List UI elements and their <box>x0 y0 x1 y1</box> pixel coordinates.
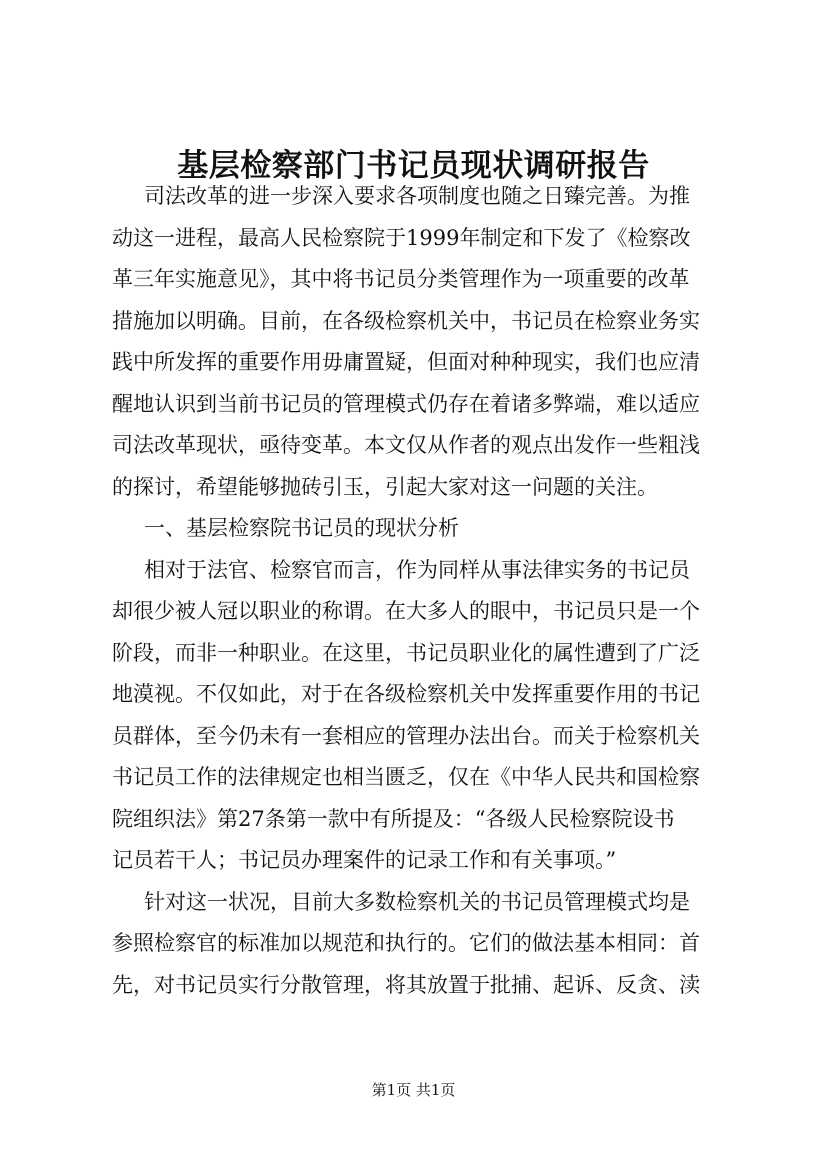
paragraph-line: 阶段，而非一种职业。在这里，书记员职业化的属性遭到了广泛 <box>112 640 700 665</box>
paragraph-line: 相对于法官、检察官而言，作为同样从事法律实务的书记员 <box>144 557 690 582</box>
paragraph-line: 书记员工作的法律规定也相当匮乏，仅在《中华人民共和国检察 <box>112 765 700 789</box>
paragraph-line: 却很少被人冠以职业的称谓。在大多人的眼中，书记员只是一个 <box>112 599 700 623</box>
paragraph-line: 员群体，至今仍未有一套相应的管理办法出台。而关于检察机关 <box>112 723 700 748</box>
paragraph-line: 醒地认识到当前书记员的管理模式仍存在着诸多弊端，难以适应 <box>112 391 700 416</box>
document-title: 基层检察部门书记员现状调研报告 <box>177 148 650 184</box>
paragraph-line: 践中所发挥的重要作用毋庸置疑，但面对种种现实，我们也应清 <box>112 350 700 374</box>
paragraph-line: 先，对书记员实行分散管理，将其放置于批捕、起诉、反贪、渎 <box>112 972 700 997</box>
paragraph-line: 地漠视。不仅如此，对于在各级检察机关中发挥重要作用的书记 <box>112 682 700 706</box>
paragraph-line: 措施加以明确。目前，在各级检察机关中，书记员在检察业务实 <box>112 308 700 333</box>
paragraph-line: 司法改革的进一步深入要求各项制度也随之日臻完善。为推 <box>144 184 690 208</box>
paragraph-line: 司法改革现状，亟待变革。本文仅从作者的观点出发作一些粗浅 <box>112 433 700 457</box>
paragraph-line: 动这一进程，最高人民检察院于1999年制定和下发了《检察改 <box>112 225 691 250</box>
paragraph-line: 参照检察官的标准加以规范和执行的。它们的做法基本相同：首 <box>112 931 700 955</box>
paragraph-line: 针对这一状况，目前大多数检察机关的书记员管理模式均是 <box>144 889 690 914</box>
paragraph-line: 院组织法》第27条第一款中有所提及：“各级人民检察院设书 <box>112 806 675 831</box>
section-heading: 一、基层检察院书记员的现状分析 <box>144 516 459 540</box>
page-footer: 第1页 共1页 <box>371 1081 456 1099</box>
paragraph-line: 记员若干人；书记员办理案件的记录工作和有关事项。” <box>112 848 617 872</box>
paragraph-line: 的探讨，希望能够抛砖引玉，引起大家对这一问题的关注。 <box>112 474 658 499</box>
document-body <box>112 176 732 1006</box>
paragraph-line: 革三年实施意见》，其中将书记员分类管理作为一项重要的改革 <box>112 267 690 291</box>
